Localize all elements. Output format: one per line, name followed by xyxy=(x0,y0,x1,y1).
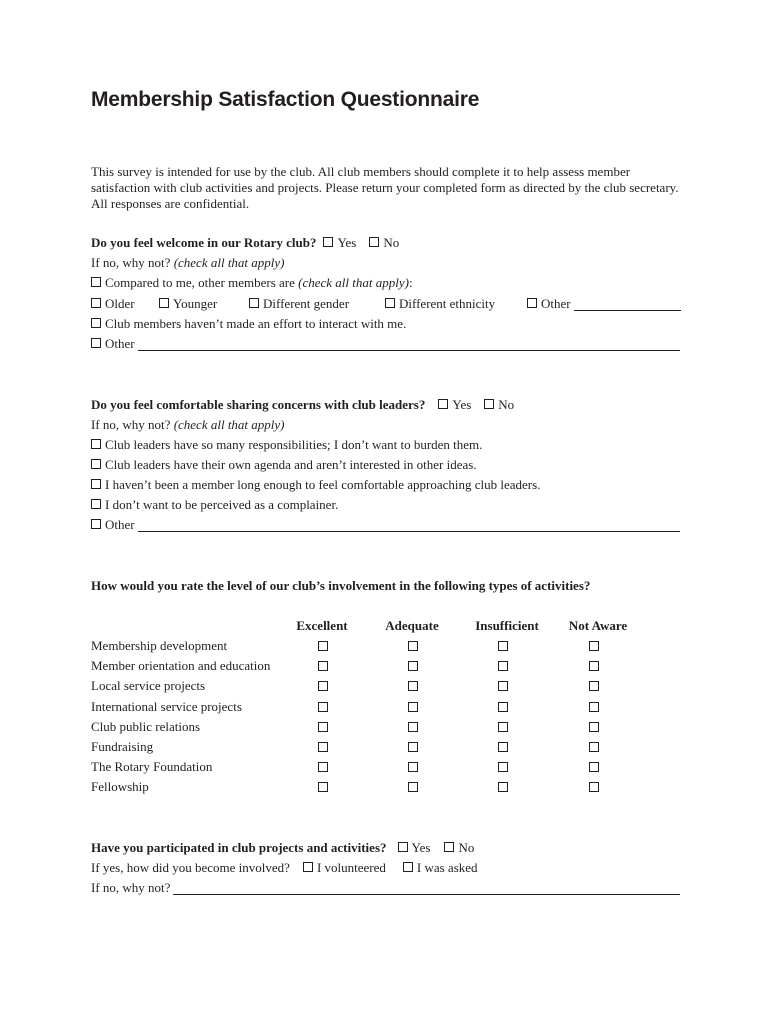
q4-asked-label: I was asked xyxy=(416,860,478,875)
q1-compared-label: Compared to me, other members are xyxy=(105,275,295,290)
q1-other-field[interactable] xyxy=(138,337,680,351)
q4-volunteered-label: I volunteered xyxy=(316,860,386,875)
checkbox-icon[interactable] xyxy=(369,237,379,247)
column-header: Insufficient xyxy=(475,618,539,633)
q1-other-line[interactable] xyxy=(91,334,680,354)
activity-label: Membership development xyxy=(91,638,228,653)
q2-check-all-note: (check all that apply) xyxy=(173,417,285,432)
rating-checkbox-icon[interactable] xyxy=(498,661,508,671)
q2-option-label: I don’t want to be perceived as a complainer. xyxy=(105,497,339,512)
rating-checkbox-icon[interactable] xyxy=(589,702,599,712)
checkbox-icon[interactable] xyxy=(91,479,101,489)
q2-question-line xyxy=(91,395,514,415)
checkbox-icon[interactable] xyxy=(438,399,448,409)
q1-younger-option[interactable] xyxy=(159,294,217,314)
q2-yes-option[interactable] xyxy=(438,395,471,415)
q1-if-no-line xyxy=(91,253,285,273)
checkbox-icon[interactable] xyxy=(385,298,395,308)
q1-yes-label: Yes xyxy=(337,235,357,250)
column-header: Excellent xyxy=(296,618,348,633)
rating-row xyxy=(91,636,681,656)
rating-checkbox-icon[interactable] xyxy=(589,742,599,752)
q1-older-option[interactable] xyxy=(91,294,135,314)
checkbox-icon[interactable] xyxy=(323,237,333,247)
checkbox-icon[interactable] xyxy=(403,862,413,872)
rating-checkbox-icon[interactable] xyxy=(498,681,508,691)
q1-other-inline-option[interactable] xyxy=(527,294,681,314)
q2-other-line[interactable] xyxy=(91,515,680,535)
checkbox-icon[interactable] xyxy=(91,519,101,529)
q1-compared-suffix: : xyxy=(408,275,413,290)
checkbox-icon[interactable] xyxy=(91,499,101,509)
checkbox-icon[interactable] xyxy=(303,862,313,872)
q1-no-label: No xyxy=(383,235,400,250)
q2-if-no-label: If no, why not? xyxy=(91,417,171,432)
q1-older-label: Older xyxy=(105,296,135,311)
q2-option-row[interactable] xyxy=(91,435,482,455)
checkbox-icon[interactable] xyxy=(91,318,101,328)
checkbox-icon[interactable] xyxy=(159,298,169,308)
rating-checkbox-icon[interactable] xyxy=(408,742,418,752)
q4-if-yes-line xyxy=(91,858,478,878)
q1-gender-option[interactable] xyxy=(249,294,349,314)
q4-no-option[interactable] xyxy=(444,838,474,858)
q1-question-line xyxy=(91,233,399,253)
rating-checkbox-icon[interactable] xyxy=(498,722,508,732)
activity-label: Member orientation and education xyxy=(91,658,271,674)
q2-option-label: Club leaders have their own agenda and aren’t interested in other ideas. xyxy=(105,457,477,472)
rating-checkbox-icon[interactable] xyxy=(498,702,508,712)
q1-other-inline-field[interactable] xyxy=(574,297,681,311)
q2-yes-label: Yes xyxy=(452,397,472,412)
q4-asked-option[interactable] xyxy=(403,858,478,878)
q1-no-option[interactable] xyxy=(369,233,399,253)
checkbox-icon[interactable] xyxy=(527,298,537,308)
q2-other-field[interactable] xyxy=(138,518,680,532)
q2-option-label: I haven’t been a member long enough to feel comfortable approaching club leaders. xyxy=(105,477,541,492)
q2-option-row[interactable] xyxy=(91,495,338,515)
q1-other-label: Other xyxy=(105,336,135,351)
checkbox-icon[interactable] xyxy=(91,459,101,469)
checkbox-icon[interactable] xyxy=(91,277,101,287)
rating-checkbox-icon[interactable] xyxy=(589,681,599,691)
q2-if-no-line xyxy=(91,415,285,435)
rating-checkbox-icon[interactable] xyxy=(408,681,418,691)
rating-checkbox-icon[interactable] xyxy=(318,681,328,691)
rating-checkbox-icon[interactable] xyxy=(318,641,328,651)
q1-compared-note: (check all that apply) xyxy=(298,275,409,290)
column-header: Not Aware xyxy=(568,618,628,633)
rating-checkbox-icon[interactable] xyxy=(589,782,599,792)
q2-other-label: Other xyxy=(105,517,135,532)
activity-label: The Rotary Foundation xyxy=(91,759,213,775)
q1-compared-line[interactable] xyxy=(91,273,413,293)
q1-ethnicity-label: Different ethnicity xyxy=(399,296,496,311)
rating-checkbox-icon[interactable] xyxy=(408,782,418,792)
q1-younger-label: Younger xyxy=(173,296,218,311)
rating-checkbox-icon[interactable] xyxy=(318,742,328,752)
q2-no-label: No xyxy=(498,397,515,412)
activity-label: Local service projects xyxy=(91,678,206,694)
q2-option-row[interactable] xyxy=(91,475,540,495)
q3-question-line xyxy=(91,576,590,596)
q4-volunteered-option[interactable] xyxy=(303,858,386,878)
rating-checkbox-icon[interactable] xyxy=(589,641,599,651)
q2-no-option[interactable] xyxy=(484,395,514,415)
rating-row xyxy=(91,757,681,777)
checkbox-icon[interactable] xyxy=(91,439,101,449)
activity-label: Club public relations xyxy=(91,718,201,734)
rating-checkbox-icon[interactable] xyxy=(408,661,418,671)
q4-question-line xyxy=(91,838,474,858)
rating-checkbox-icon[interactable] xyxy=(408,702,418,712)
rating-row xyxy=(91,777,681,797)
q4-yes-label: Yes xyxy=(411,840,431,855)
rating-checkbox-icon[interactable] xyxy=(318,782,328,792)
q1-gender-label: Different gender xyxy=(263,296,350,311)
q1-other-inline-label: Other xyxy=(541,296,571,311)
q1-compared-options xyxy=(91,294,681,314)
rating-row xyxy=(91,656,681,676)
activity-label: Fundraising xyxy=(91,739,154,754)
activity-label: International service projects xyxy=(91,698,242,714)
rating-checkbox-icon[interactable] xyxy=(318,702,328,712)
q4-question: Have you participated in club projects and activities? xyxy=(91,840,387,855)
column-header: Adequate xyxy=(385,618,439,633)
rating-checkbox-icon[interactable] xyxy=(589,661,599,671)
q4-if-no-label: If no, why not? xyxy=(91,880,171,895)
rating-checkbox-icon[interactable] xyxy=(318,661,328,671)
checkbox-icon[interactable] xyxy=(398,842,408,852)
q1-check-all-note: (check all that apply) xyxy=(173,255,285,270)
rating-checkbox-icon[interactable] xyxy=(498,782,508,792)
rating-checkbox-icon[interactable] xyxy=(589,762,599,772)
q1-effort-line[interactable] xyxy=(91,314,406,334)
q4-no-label: No xyxy=(458,840,475,855)
checkbox-icon[interactable] xyxy=(91,298,101,308)
checkbox-icon[interactable] xyxy=(249,298,259,308)
checkbox-icon[interactable] xyxy=(91,338,101,348)
q1-effort-label: Club members haven’t made an effort to interact with me. xyxy=(105,316,407,331)
rating-checkbox-icon[interactable] xyxy=(318,762,328,772)
rating-row xyxy=(91,676,681,696)
rating-checkbox-icon[interactable] xyxy=(408,641,418,651)
q1-ethnicity-option[interactable] xyxy=(385,294,495,314)
q1-question: Do you feel welcome in our Rotary club? xyxy=(91,235,317,250)
q4-if-no-field[interactable] xyxy=(173,881,680,895)
q4-yes-option[interactable] xyxy=(398,838,431,858)
rating-checkbox-icon[interactable] xyxy=(589,722,599,732)
rating-checkbox-icon[interactable] xyxy=(408,762,418,772)
rating-checkbox-icon[interactable] xyxy=(498,762,508,772)
rating-checkbox-icon[interactable] xyxy=(498,641,508,651)
q2-question: Do you feel comfortable sharing concerns with club leaders? xyxy=(91,397,426,412)
intro-paragraph: This survey is intended for use by the club. All club members should complete it to help assess member satisfaction with club activities and projects. Please return your completed form as directed by the club secretary. All responses are confidential. xyxy=(91,164,679,211)
rating-checkbox-icon[interactable] xyxy=(498,742,508,752)
q3-question: How would you rate the level of our club’s involvement in the following types of activities? xyxy=(91,578,591,593)
activity-label: Fellowship xyxy=(91,779,149,795)
rating-row xyxy=(91,697,681,717)
rating-checkbox-icon[interactable] xyxy=(408,722,418,732)
checkbox-icon[interactable] xyxy=(484,399,494,409)
page-title: Membership Satisfaction Questionnaire xyxy=(91,88,480,111)
rating-row xyxy=(91,717,681,737)
rating-table-header xyxy=(91,618,681,636)
rating-row xyxy=(91,737,681,757)
q4-if-yes-label: If yes, how did you become involved? xyxy=(91,860,290,875)
q1-yes-option[interactable] xyxy=(323,233,356,253)
checkbox-icon[interactable] xyxy=(444,842,454,852)
q4-if-no-line[interactable] xyxy=(91,878,680,898)
q2-option-row[interactable] xyxy=(91,455,477,475)
q2-option-label: Club leaders have so many responsibilities; I don’t want to burden them. xyxy=(105,437,483,452)
q1-if-no-label: If no, why not? xyxy=(91,255,171,270)
rating-checkbox-icon[interactable] xyxy=(318,722,328,732)
